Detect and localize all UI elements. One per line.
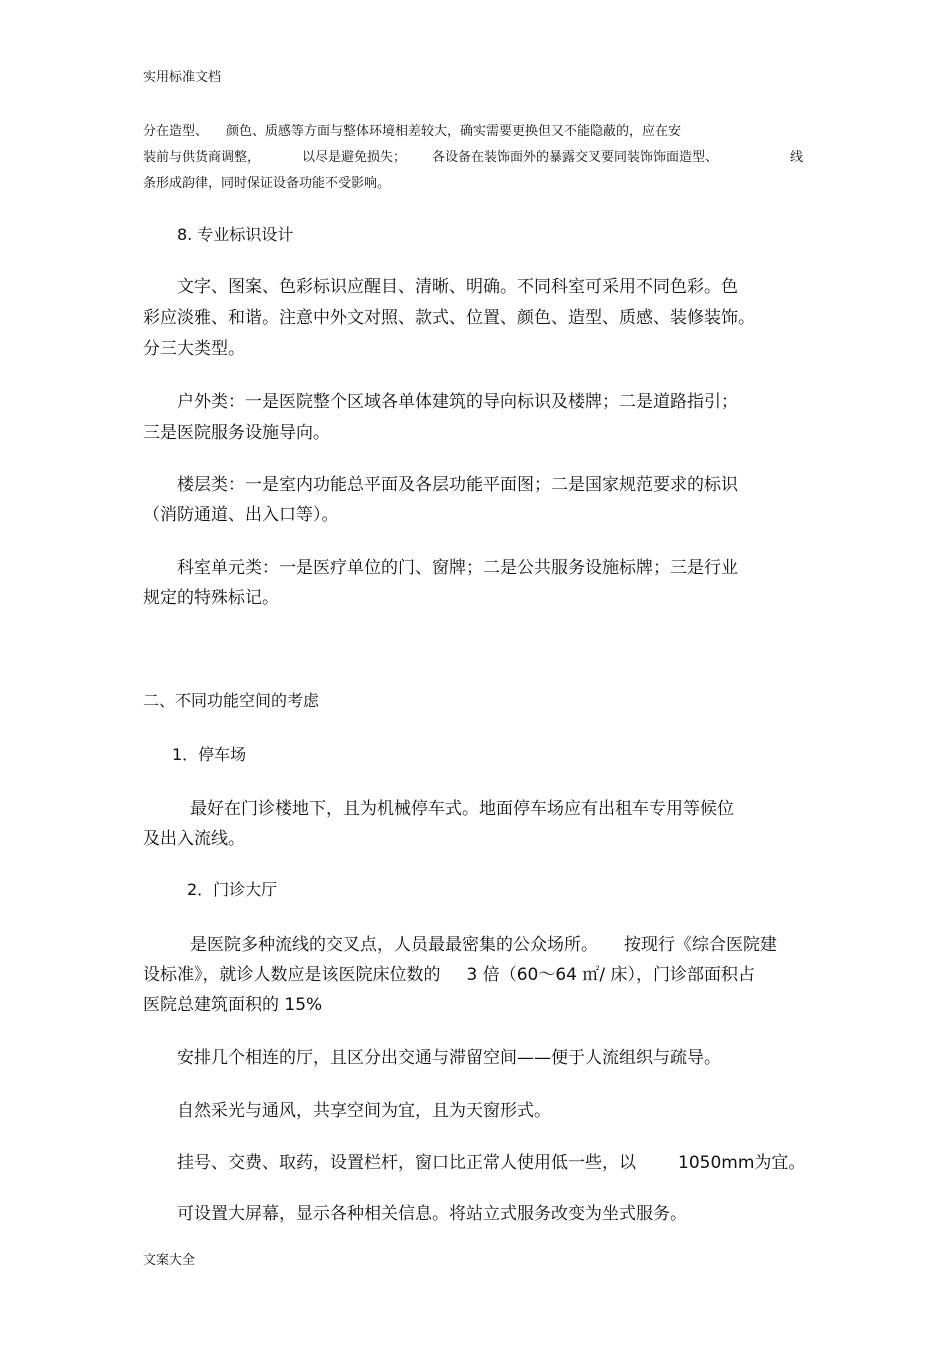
paragraph-line: 规定的特殊标记。 bbox=[143, 588, 279, 608]
paragraph-line: 最好在门诊楼地下，且为机械停车式。地面停车场应有出租车专用等候位 bbox=[190, 799, 734, 819]
subsection-heading: 2．门诊大厅 bbox=[187, 880, 278, 899]
paragraph-line bbox=[143, 960, 755, 985]
paragraph-line: 楼层类：一是室内功能总平面及各层功能平面图；二是国家规范要求的标识 bbox=[177, 475, 738, 495]
text-segment: 设标准》，就诊人数应是该医院床位数的 bbox=[143, 965, 441, 985]
paragraph-line bbox=[143, 146, 718, 165]
paragraph-line: 文字、图案、色彩标识应醒目、清晰、明确。不同科室可采用不同色彩。色 bbox=[177, 277, 738, 297]
paragraph-line: 医院总建筑面积的 15% bbox=[143, 995, 323, 1015]
text-segment: 线 bbox=[790, 150, 804, 165]
page-header: 实用标准文档 bbox=[143, 70, 222, 85]
paragraph-line: 分三大类型。 bbox=[143, 339, 245, 359]
text-segment: 分在造型、 bbox=[143, 124, 209, 139]
paragraph-line: 条形成韵律，同时保证设备功能不受影响。 bbox=[143, 176, 391, 191]
paragraph-line: 彩应淡雅、和谐。注意中外文对照、款式、位置、颜色、造型、质感、装修装饰。 bbox=[143, 308, 755, 328]
text-segment: 3 倍（60～64 ㎡/ 床），门诊部面积占 bbox=[466, 965, 756, 985]
text-segment: 按现行《综合医院建 bbox=[624, 935, 777, 955]
text-segment: 挂号、交费、取药，设置栏杆，窗口比正常人使用低一些，以 bbox=[177, 1153, 636, 1173]
paragraph-line: 自然采光与通风，共享空间为宜，且为天窗形式。 bbox=[177, 1101, 551, 1121]
text-segment: 装前与供货商调整， bbox=[143, 150, 261, 165]
text-segment: 颜色、质感等方面与整体环境相差较大，确实需要更换但又不能隐蔽的，应在安 bbox=[226, 124, 682, 139]
paragraph-line: 三是医院服务设施导向。 bbox=[143, 423, 330, 443]
paragraph-line: 可设置大屏幕，显示各种相关信息。将站立式服务改变为坐式服务。 bbox=[177, 1204, 687, 1224]
paragraph-line bbox=[190, 930, 777, 955]
page-footer: 文案大全 bbox=[143, 1253, 196, 1268]
section-heading: 8. 专业标识设计 bbox=[177, 225, 294, 244]
text-segment: 是医院多种流线的交叉点，人员最最密集的公众场所。 bbox=[190, 935, 598, 955]
text-segment: 各设备在装饰面外的暴露交叉要同装饰饰面造型、 bbox=[432, 150, 719, 165]
section-heading: 二、不同功能空间的考虑 bbox=[143, 691, 320, 710]
paragraph-line: 安排几个相连的厅，且区分出交通与滞留空间——便于人流组织与疏导。 bbox=[177, 1048, 721, 1068]
paragraph-line: 及出入流线。 bbox=[143, 829, 245, 849]
text-segment: 1050mm为宜。 bbox=[678, 1153, 806, 1173]
paragraph-line bbox=[177, 1148, 805, 1173]
subsection-heading: 1．停车场 bbox=[172, 745, 247, 764]
paragraph-line bbox=[143, 120, 681, 139]
paragraph-line: （消防通道、出入口等）。 bbox=[143, 505, 339, 525]
paragraph-line: 户外类：一是医院整个区域各单体建筑的导向标识及楼牌；二是道路指引； bbox=[177, 392, 738, 412]
text-segment: 以尽是避免损失； bbox=[302, 150, 407, 165]
paragraph-line: 科室单元类：一是医疗单位的门、窗牌；二是公共服务设施标牌；三是行业 bbox=[177, 558, 738, 578]
